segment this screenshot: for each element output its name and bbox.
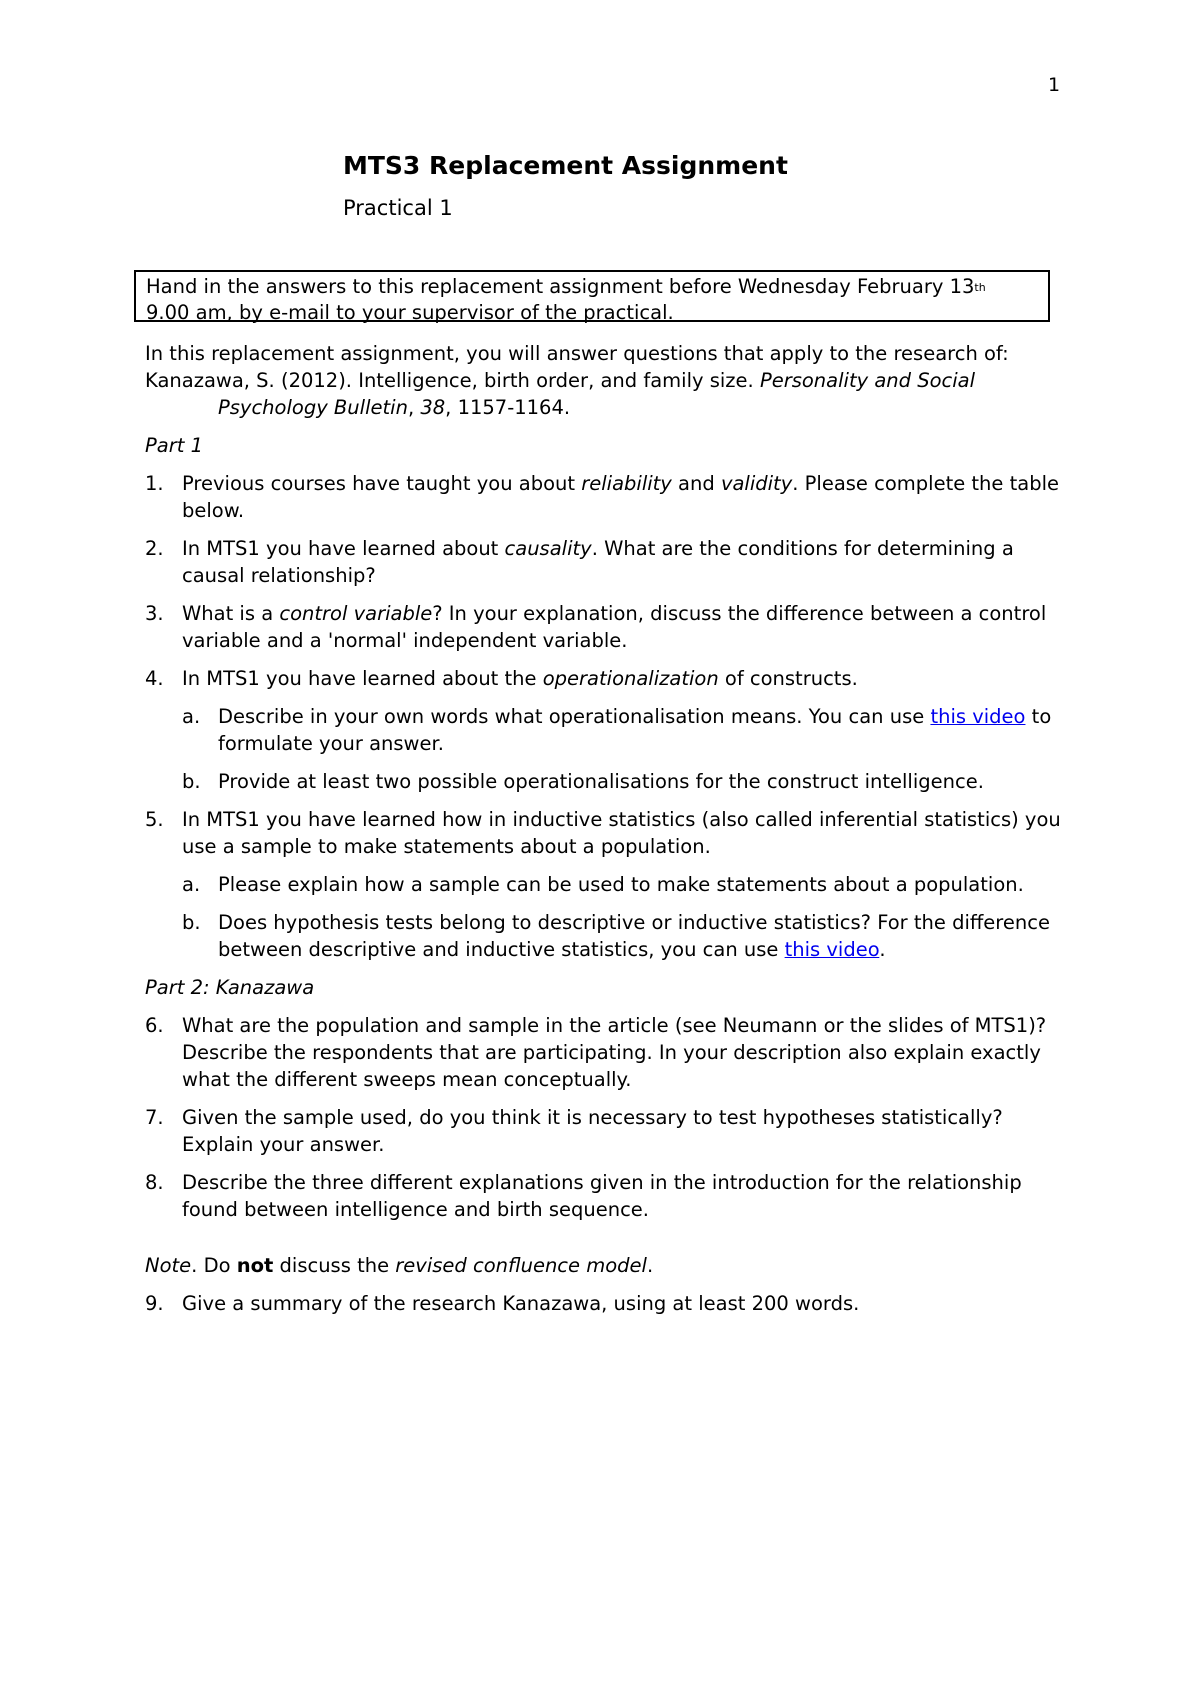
reference-continued bbox=[145, 394, 1065, 421]
question-text: Give a summary of the research Kanazawa, using at least 200 words. bbox=[182, 1292, 860, 1315]
sub-text: Describe in your own words what operationalisation means. You can use this video to formulate your answer. bbox=[218, 705, 1052, 755]
reference-journal-a: Personality and Social bbox=[759, 369, 976, 392]
question-5b bbox=[182, 909, 1065, 963]
notice-sup: th bbox=[974, 281, 986, 294]
reference-text: Kanazawa, S. (2012). Intelligence, birth order, and family size. bbox=[145, 369, 760, 392]
deadline-notice bbox=[134, 270, 1050, 322]
question-body bbox=[182, 665, 1065, 795]
question-text: In MTS1 you have learned about causality. What are the conditions for determining a causal relationship? bbox=[182, 537, 1014, 587]
question-number: 1. bbox=[145, 472, 164, 495]
page-subtitle: Practical 1 bbox=[343, 196, 453, 220]
video-link[interactable]: this video bbox=[784, 938, 880, 961]
question-2 bbox=[145, 535, 1065, 589]
sub-text: Does hypothesis tests belong to descriptive or inductive statistics? For the difference between descriptive and inductive statistics, you can use this video. bbox=[218, 911, 1050, 961]
question-8 bbox=[145, 1169, 1065, 1223]
notice-text-b: 9.00 am, by e-mail to your supervisor of the practical. bbox=[146, 301, 674, 324]
sub-number: a. bbox=[182, 873, 201, 896]
reference-pages: , 1157-1164. bbox=[445, 396, 571, 419]
part-1-heading: Part 1 bbox=[145, 434, 203, 457]
question-number: 7. bbox=[145, 1106, 164, 1129]
question-text: What are the population and sample in the article (see Neumann or the slides of MTS1)? Describe the respondents that are participating. In your description also explain exactly what the different sweeps mean conceptually. bbox=[182, 1014, 1047, 1091]
question-3 bbox=[145, 600, 1065, 654]
question-4a bbox=[182, 703, 1065, 757]
question-number: 5. bbox=[145, 808, 164, 831]
question-4b bbox=[182, 768, 1065, 795]
sub-text: Provide at least two possible operationalisations for the construct intelligence. bbox=[218, 770, 984, 793]
question-number: 3. bbox=[145, 602, 164, 625]
page-number: 1 bbox=[1048, 74, 1061, 96]
reference-volume: 38 bbox=[420, 396, 446, 419]
question-text: Given the sample used, do you think it is necessary to test hypotheses statistically? Explain your answer. bbox=[182, 1106, 1003, 1156]
question-5a bbox=[182, 871, 1065, 898]
title-block bbox=[343, 150, 788, 222]
question-9 bbox=[145, 1290, 1065, 1317]
intro bbox=[145, 340, 1065, 421]
question-number: 4. bbox=[145, 667, 164, 690]
document-body bbox=[145, 340, 1065, 1328]
question-4 bbox=[145, 665, 1065, 795]
question-text: In MTS1 you have learned about the operationalization of constructs. bbox=[182, 667, 858, 690]
page-title: MTS3 Replacement Assignment bbox=[343, 151, 788, 180]
sub-number: b. bbox=[182, 911, 201, 934]
question-number: 9. bbox=[145, 1292, 164, 1315]
question-6 bbox=[145, 1012, 1065, 1093]
question-7 bbox=[145, 1104, 1065, 1158]
intro-line: In this replacement assignment, you will answer questions that apply to the research of: bbox=[145, 342, 1009, 365]
part-2-heading: Part 2: Kanazawa bbox=[145, 976, 315, 999]
question-1 bbox=[145, 470, 1065, 524]
reference-sep: , bbox=[407, 396, 421, 419]
reference bbox=[145, 367, 1065, 394]
sub-text: Please explain how a sample can be used to make statements about a population. bbox=[218, 873, 1024, 896]
sub-number: a. bbox=[182, 705, 201, 728]
question-text: Describe the three different explanations given in the introduction for the relationship found between intelligence and birth sequence. bbox=[182, 1171, 1022, 1221]
reference-journal-b: Psychology Bulletin bbox=[218, 396, 408, 419]
note: Note. Do not discuss the revised confluence model. bbox=[145, 1254, 654, 1277]
question-body bbox=[182, 806, 1065, 963]
question-number: 6. bbox=[145, 1014, 164, 1037]
notice-text-a: Hand in the answers to this replacement assignment before Wednesday February 13 bbox=[146, 275, 975, 298]
question-number: 8. bbox=[145, 1171, 164, 1194]
question-text: In MTS1 you have learned how in inductive statistics (also called inferential statistics) you use a sample to make statements about a population. bbox=[182, 808, 1061, 858]
question-text: What is a control variable? In your explanation, discuss the difference between a control variable and a 'normal' independent variable. bbox=[182, 602, 1047, 652]
video-link[interactable]: this video bbox=[930, 705, 1026, 728]
question-number: 2. bbox=[145, 537, 164, 560]
question-text: Previous courses have taught you about reliability and validity. Please complete the table below. bbox=[182, 472, 1059, 522]
question-5 bbox=[145, 806, 1065, 963]
sub-number: b. bbox=[182, 770, 201, 793]
